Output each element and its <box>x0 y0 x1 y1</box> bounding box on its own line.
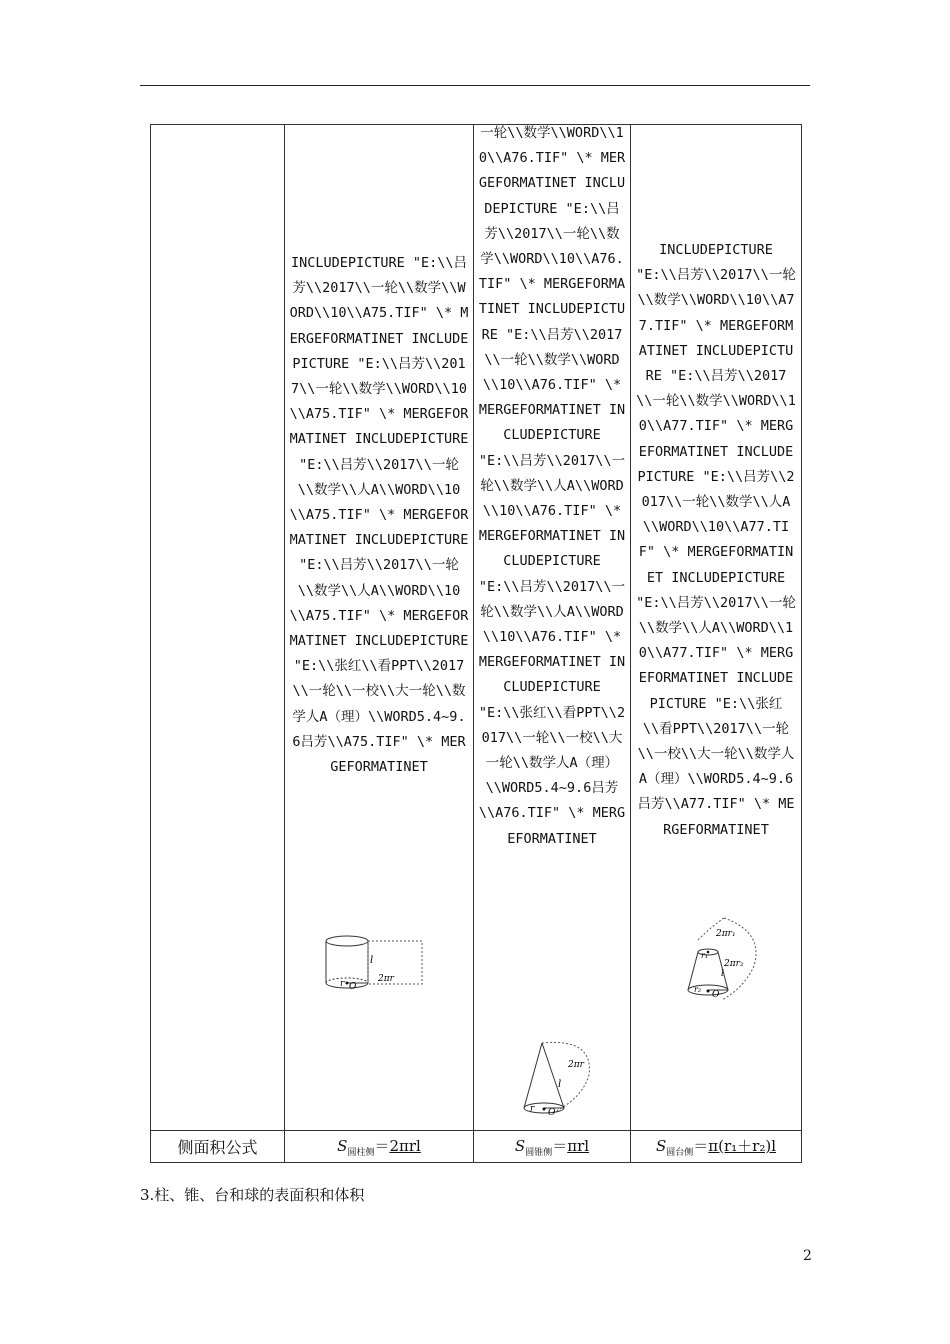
label-2pir: 2πr <box>378 974 394 984</box>
label-r2: r₂ <box>694 985 702 994</box>
label-l: l <box>558 1079 562 1090</box>
label-2pir1: 2πr₁ <box>716 929 736 939</box>
label-O: O <box>349 982 357 992</box>
label-r1: r₁ <box>701 951 709 960</box>
page-number: 2 <box>803 1248 812 1264</box>
label-2pir: 2πr <box>568 1060 584 1070</box>
cone-formula: $S_{圆锥侧}=\pi rl$ <box>474 1131 631 1163</box>
cone-cell <box>474 125 631 1131</box>
empty-label-cell <box>151 125 285 1131</box>
label-r: r <box>530 1104 535 1114</box>
cylinder-formula: $S_{圆柱侧}=2\pi rl$ <box>285 1131 474 1163</box>
label-r: r <box>340 979 345 989</box>
lateral-area-table <box>150 124 802 1163</box>
frustum-cell <box>631 125 802 1131</box>
row-label: 侧面积公式 <box>151 1131 285 1163</box>
cylinder-field-code: INCLUDEPICTURE "E:\\吕芳\\2017\\一轮\\数学\\WORD\\10\\A75.TIF" \* MERGEFORMATINET INCLUDEPICTURE "E:\\吕芳\\2017\\一轮\\数学\\WORD\\10\\A75.TIF" \* MERGEFORMATINET INCLUDEPICTURE "E:\\吕芳\\2017\\一轮\\数学\\人A\\WORD\\10\\A75.TIF" \* MERGEFORMATINET INCLUDEPICTURE "E:\\吕芳\\2017\\一轮\\数学\\人A\\WORD\\10\\A75.TIF" \* MERGEFORMATINET INCLUDEPICTURE "E:\\张红\\看PPT\\2017\\一轮\\一校\\大一轮\\数学人A（理）\\WORD5.4~9.6吕芳\\A75.TIF" \* MERGEFORMATINET <box>289 255 477 776</box>
figure-row <box>151 125 802 1131</box>
label-O: O <box>548 1108 556 1118</box>
frustum-formula: $S_{圆台侧}=\pi(r_1+r_2)l$ <box>631 1131 802 1163</box>
header-rule <box>140 85 810 86</box>
label-2pir2: 2πr₂ <box>724 959 744 969</box>
cylinder-figure <box>324 933 434 997</box>
frustum-figure <box>668 912 764 1008</box>
label-O: O <box>712 990 720 1000</box>
cone-field-code: 一轮\\数学\\WORD\\10\\A76.TIF" \* MERGEFORMATINET INCLUDEPICTURE "E:\\吕芳\\2017\\一轮\\数学\\WORD\\10\\A76.TIF" \* MERGEFORMATINET INCLUDEPICTURE "E:\\吕芳\\2017\\一轮\\数学\\WORD\\10\\A76.TIF" \* MERGEFORMATINET INCLUDEPICTURE "E:\\吕芳\\2017\\一轮\\数学\\人A\\WORD\\10\\A76.TIF" \* MERGEFORMATINET INCLUDEPICTURE "E:\\吕芳\\2017\\一轮\\数学\\人A\\WORD\\10\\A76.TIF" \* MERGEFORMATINET INCLUDEPICTURE "E:\\张红\\看PPT\\2017\\一轮\\一校\\大一轮\\数学人A（理）\\WORD5.4~9.6吕芳\\A76.TIF" \* MERGEFORMATINET <box>478 125 630 847</box>
cylinder-cell <box>285 125 477 1131</box>
section-heading: 3.柱、锥、台和球的表面积和体积 <box>140 1186 365 1204</box>
label-l: l <box>721 969 724 979</box>
formula-row <box>151 1131 802 1163</box>
label-l: l <box>370 955 374 966</box>
frustum-field-code: INCLUDEPICTURE "E:\\吕芳\\2017\\一轮\\数学\\WORD\\10\\A77.TIF" \* MERGEFORMATINET INCLUDEPICTURE "E:\\吕芳\\2017\\一轮\\数学\\WORD\\10\\A77.TIF" \* MERGEFORMATINET INCLUDEPICTURE "E:\\吕芳\\2017\\一轮\\数学\\人A\\WORD\\10\\A77.TIF" \* MERGEFORMATINET INCLUDEPICTURE "E:\\吕芳\\2017\\一轮\\数学\\人A\\WORD\\10\\A77.TIF" \* MERGEFORMATINET INCLUDEPICTURE "E:\\张红\\看PPT\\2017\\一轮\\一校\\大一轮\\数学人A（理）\\WORD5.4~9.6吕芳\\A77.TIF" \* MERGEFORMATINET <box>636 242 796 838</box>
cone-figure <box>504 1033 600 1121</box>
